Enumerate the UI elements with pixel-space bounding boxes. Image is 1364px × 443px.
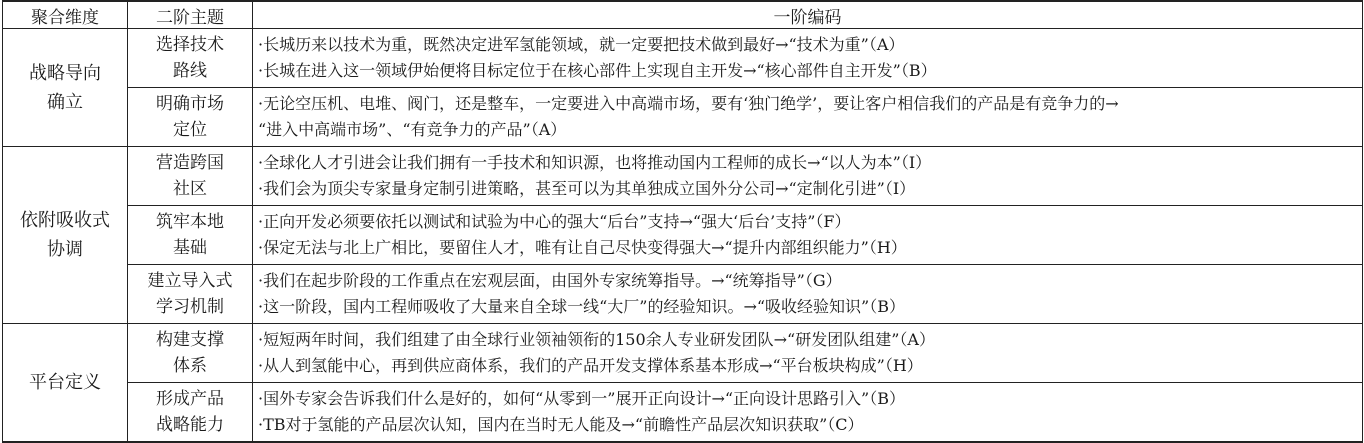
aggregate-dimension-cell bbox=[3, 324, 128, 443]
dimension-text-line: 平台定义 bbox=[29, 372, 101, 393]
theme-text-line: 构建支撑 bbox=[156, 330, 224, 350]
first-order-code-cell bbox=[253, 265, 1363, 324]
table-row bbox=[3, 29, 1363, 88]
theme-text-line: 筑牢本地 bbox=[156, 212, 224, 232]
code-line: ·全球化人才引进会让我们拥有一手技术和知识源，也将推动国内工程师的成长→“以人为本”（I） bbox=[258, 153, 932, 172]
theme-text-line: 社区 bbox=[173, 179, 207, 199]
first-order-code-cell bbox=[253, 383, 1363, 443]
second-order-theme-cell bbox=[128, 324, 253, 383]
code-line: ·国外专家会告诉我们什么是好的，如何“从零到一”展开正向设计→“正向设计思路引入”（B） bbox=[258, 389, 905, 408]
theme-text-line: 战略能力 bbox=[156, 415, 224, 435]
code-line: ·无论空压机、电堆、阀门，还是整车，一定要进入中高端市场，要有‘独门绝学’，要让客户相信我们的产品是有竞争力的→ bbox=[258, 94, 1119, 113]
second-order-theme-cell bbox=[128, 147, 253, 206]
first-order-code-cell bbox=[253, 29, 1363, 88]
first-order-code-cell bbox=[253, 206, 1363, 265]
aggregate-dimension-cell bbox=[3, 147, 128, 324]
table-row bbox=[3, 324, 1363, 383]
second-order-theme-cell bbox=[128, 206, 253, 265]
code-line: “进入中高端市场”、“有竞争力的产品”（A） bbox=[258, 120, 567, 139]
dimension-text-line: 战略导向 bbox=[29, 62, 101, 84]
code-line: ·我们在起步阶段的工作重点在宏观层面，由国外专家统筹指导。→“统筹指导”（G） bbox=[258, 271, 842, 290]
theme-text-line: 体系 bbox=[173, 356, 207, 376]
code-line: ·长城历来以技术为重，既然决定进军氢能领域，就一定要把技术做到最好→“技术为重”（A） bbox=[258, 35, 905, 54]
table-row bbox=[3, 383, 1363, 443]
theme-text-line: 选择技术 bbox=[156, 35, 224, 55]
dimension-text-line: 协调 bbox=[47, 239, 83, 260]
theme-text-line: 学习机制 bbox=[156, 297, 224, 317]
theme-text-line: 建立导入式 bbox=[147, 271, 233, 291]
second-order-theme-cell bbox=[128, 29, 253, 88]
dimension-text-line: 确立 bbox=[47, 91, 83, 113]
table-row bbox=[3, 265, 1363, 324]
table-row bbox=[3, 88, 1363, 147]
header-second-order-theme: 二阶主题 bbox=[128, 1, 253, 29]
code-line: ·这一阶段，国内工程师吸收了大量来自全球一线“大厂”的经验知识。→“吸收经验知识”（B） bbox=[258, 297, 905, 316]
first-order-code-cell bbox=[253, 88, 1363, 147]
code-line: ·保定无法与北上广相比，要留住人才，唯有让自己尽快变得强大→“提升内部组织能力”（H） bbox=[258, 238, 907, 257]
second-order-theme-cell bbox=[128, 383, 253, 443]
coding-table bbox=[2, 0, 1363, 443]
table-row bbox=[3, 147, 1363, 206]
theme-text-line: 明确市场 bbox=[156, 94, 224, 114]
code-line: ·从人到氢能中心，再到供应商体系，我们的产品开发支撑体系基本形成→“平台板块构成”（H） bbox=[258, 356, 923, 375]
dimension-text-line: 依附吸收式 bbox=[20, 210, 110, 231]
theme-text-line: 路线 bbox=[173, 61, 207, 81]
first-order-code-cell bbox=[253, 324, 1363, 383]
code-line: ·正向开发必须要依托以测试和试验为中心的强大“后台”支持→“强大‘后台’支持”（F） bbox=[258, 212, 851, 231]
theme-text-line: 定位 bbox=[173, 120, 207, 140]
theme-text-line: 基础 bbox=[173, 238, 207, 258]
theme-text-line: 营造跨国 bbox=[156, 153, 224, 173]
second-order-theme-cell bbox=[128, 265, 253, 324]
code-line: ·短短两年时间，我们组建了由全球行业领袖领衔的150余人专业研发团队→“研发团队组建”（A） bbox=[258, 330, 935, 349]
header-first-order-code: 一阶编码 bbox=[253, 1, 1363, 29]
second-order-theme-cell bbox=[128, 88, 253, 147]
header-aggregate-dimension: 聚合维度 bbox=[3, 1, 128, 29]
code-line: ·TB对于氢能的产品层次认知，国内在当时无人能及→“前瞻性产品层次知识获取”（C） bbox=[258, 415, 864, 434]
code-line: ·长城在进入这一领域伊始便将目标定位于在核心部件上实现自主开发→“核心部件自主开发”（B） bbox=[258, 61, 937, 80]
aggregate-dimension-cell bbox=[3, 29, 128, 147]
theme-text-line: 形成产品 bbox=[156, 389, 224, 409]
table-header-row bbox=[3, 1, 1363, 29]
code-line: ·我们会为顶尖专家量身定制引进策略，甚至可以为其单独成立国外分公司→“定制化引进”（I） bbox=[258, 179, 916, 198]
first-order-code-cell bbox=[253, 147, 1363, 206]
table-row bbox=[3, 206, 1363, 265]
